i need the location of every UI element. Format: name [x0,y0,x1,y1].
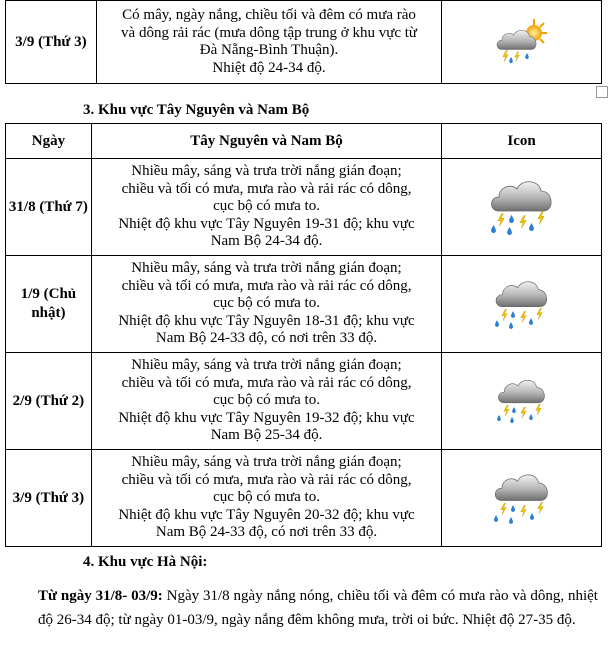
description-line: Nam Bộ 24-33 độ, có nơi trên 33 độ. [155,524,378,541]
description-line: Nhiệt độ 24-34 độ. [212,59,326,76]
rain-thunder-icon [488,469,556,527]
description-line: Nhiệt độ khu vực Tây Nguyên 19-32 độ; khu vực [118,409,415,426]
top-forecast-table [5,0,602,84]
description-line: Nhiệt độ khu vực Tây Nguyên 19-31 độ; khu vực [118,215,415,232]
section-marker-box [596,86,608,98]
icon-cell [442,450,602,547]
column-header-icon: Icon [442,124,602,159]
description-line: chiều và tối có mưa, mưa rào và rải rác có dông, [121,374,412,391]
description-line: chiều và tối có mưa, mưa rào và rải rác có dông, [121,180,412,197]
table-row [6,256,602,353]
description-line: Nhiệt độ khu vực Tây Nguyên 18-31 độ; khu vực [118,312,415,329]
rain-thunder-icon [489,276,555,332]
description-line: Nam Bộ 24-33 độ, có nơi trên 33 độ. [155,330,378,347]
day-cell: 2/9 (Thứ 2) [6,353,92,450]
icon-cell [442,159,602,256]
description-cell [91,450,441,547]
description-cell [91,256,441,353]
description-line: Nhiều mây, sáng và trưa trời nắng gián đoạn; [131,357,402,374]
column-header-day: Ngày [6,124,92,159]
table-row [6,159,602,256]
description-cell [91,159,441,256]
day-cell: 1/9 (Chủ nhật) [6,256,92,353]
day-cell: 31/8 (Thứ 7) [6,159,92,256]
description-line: Nam Bộ 25-34 độ. [210,427,323,444]
description-line: Nhiều mây, sáng và trưa trời nắng gián đoạn; [131,454,402,471]
table-row [6,1,602,84]
description-line: cục bộ có mưa to. [213,489,320,506]
description-line: cục bộ có mưa to. [213,198,320,215]
description-line: Đà Nẵng-Bình Thuận). [199,42,339,58]
icon-cell [442,256,602,353]
description-line: Có mây, ngày nắng, chiều tối và đêm có mưa rào [122,7,416,23]
day-cell: 3/9 (Thứ 3) [6,450,92,547]
icon-cell [442,353,602,450]
date-range-label: Từ ngày 31/8- 03/9: [38,588,163,604]
description-line: cục bộ có mưa to. [213,295,320,312]
table-header-row [6,124,602,159]
description-cell [91,353,441,450]
forecast-table [5,123,602,547]
day-cell: 3/9 (Thứ 3) [6,1,97,84]
table-row [6,450,602,547]
description-cell [96,1,441,84]
description-line: Nhiều mây, sáng và trưa trời nắng gián đoạn; [131,260,402,277]
description-line: Nam Bộ 24-34 độ. [210,233,323,250]
hanoi-forecast-paragraph [38,584,598,632]
description-line: chiều và tối có mưa, mưa rào và rải rác có dông, [121,277,412,294]
description-line: cục bộ có mưa to. [213,392,320,409]
sun-cloud-thunder-icon [492,17,552,67]
column-header-region: Tây Nguyên và Nam Bộ [91,124,441,159]
rain-thunder-icon [492,375,552,427]
description-line: và dông rải rác (mưa dông tập trung ở khu vực từ [121,24,418,41]
forecast-text: Ngày 31/8 ngày nắng nóng, chiều tối và đêm có mưa rào và dông, nhiệt độ 26-34 độ; từ ngày 01-03/9, ngày nắng đêm không mưa, trời oi bức. Nhiệt độ 27-35 độ. [38,588,598,628]
section-heading: 3. Khu vực Tây Nguyên và Nam Bộ [83,102,310,118]
rain-thunder-icon [483,175,561,239]
table-row [6,353,602,450]
section-heading: 4. Khu vực Hà Nội: [83,554,208,570]
description-line: Nhiều mây, sáng và trưa trời nắng gián đoạn; [131,163,402,180]
description-line: chiều và tối có mưa, mưa rào và rải rác có dông, [121,471,412,488]
description-line: Nhiệt độ khu vực Tây Nguyên 20-32 độ; khu vực [118,506,415,523]
icon-cell [442,1,602,84]
